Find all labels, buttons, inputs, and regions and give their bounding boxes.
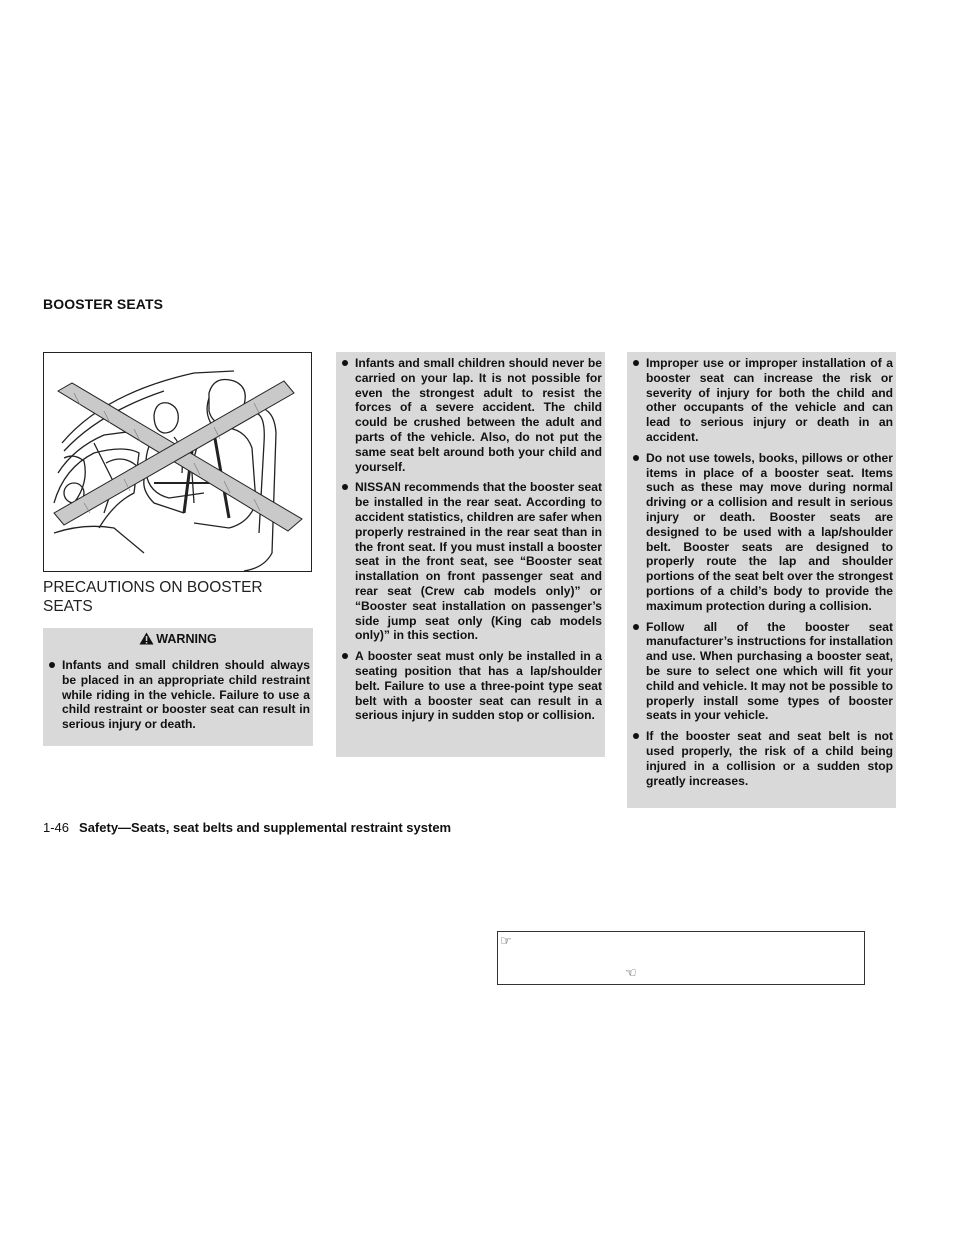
reference-box <box>497 931 865 985</box>
booster-seat-figure <box>43 352 312 572</box>
warning-title: WARNING <box>156 632 217 646</box>
list-item: Do not use towels, books, pillows or other items in place of a booster seat. Items such as these may move during normal driving or a collision and result in serious injury or death. Booster seats are designed to be used with a lap/shoulder belt. Booster seats are designed to properly route the lap and shoulder portions of the seat belt over the strongest portions of a child’s body to provide the maximum protection during a collision. <box>629 451 893 614</box>
pointing-hand-icon: ☜ <box>625 965 637 980</box>
caution-list-2 <box>336 352 605 723</box>
list-item: If the booster seat and seat belt is not used properly, the risk of a child being injured in a collision or a sudden stop greatly increases. <box>629 729 893 788</box>
chapter-title: Safety—Seats, seat belts and supplemental restraint system <box>79 820 452 835</box>
precautions-subheading: PRECAUTIONS ON BOOSTER SEATS <box>43 579 263 615</box>
caution-list-3 <box>627 352 896 788</box>
list-item: Follow all of the booster seat manufacturer’s instructions for installation and use. When purchasing a booster seat, be sure to select one which will fit your child and vehicle. It may not be possible to properly install some types of booster seats in your vehicle. <box>629 620 893 724</box>
section-title: BOOSTER SEATS <box>43 296 164 312</box>
warning-triangle-icon <box>139 632 154 648</box>
warning-header <box>43 628 313 650</box>
list-item: Infants and small children should never be carried on your lap. It is not possible for even the strongest adult to resist the forces of a severe accident. The child could be crushed between the adult and parts of the vehicle. Also, do not put the same seat belt around both your child and yourself. <box>338 356 602 474</box>
caution-column-3 <box>627 352 896 808</box>
list-item: Infants and small children should always be placed in an appropriate child restraint while riding in the vehicle. Failure to use a child restraint or booster seat can result in serious injury or death. <box>45 658 310 732</box>
page-footer <box>43 820 451 835</box>
warning-box <box>43 628 313 746</box>
list-item: NISSAN recommends that the booster seat be installed in the rear seat. According to accident statistics, children are safer when properly restrained in the rear seat than in the front seat. If you must install a booster seat in the front seat, see “Booster seat installation on front passenger seat and rear seat (Crew cab models only)” or “Booster seat installation on passenger’s side jump seat only (King cab models only)” in this section. <box>338 480 602 643</box>
list-item: A booster seat must only be installed in a seating position that has a lap/shoulder belt. Failure to use a three-point type seat belt with a booster seat can result in a serious injury in sudden stop or collision. <box>338 649 602 723</box>
pointing-hand-icon: ☞ <box>500 933 512 948</box>
booster-seat-illustration <box>44 353 311 571</box>
page-number: 1-46 <box>43 820 70 835</box>
list-item: Improper use or improper installation of a booster seat can increase the risk or severity of injury for both the child and other occupants of the vehicle and can lead to serious injury or death in an accident. <box>629 356 893 445</box>
caution-column-2 <box>336 352 605 757</box>
warning-list <box>43 650 313 732</box>
